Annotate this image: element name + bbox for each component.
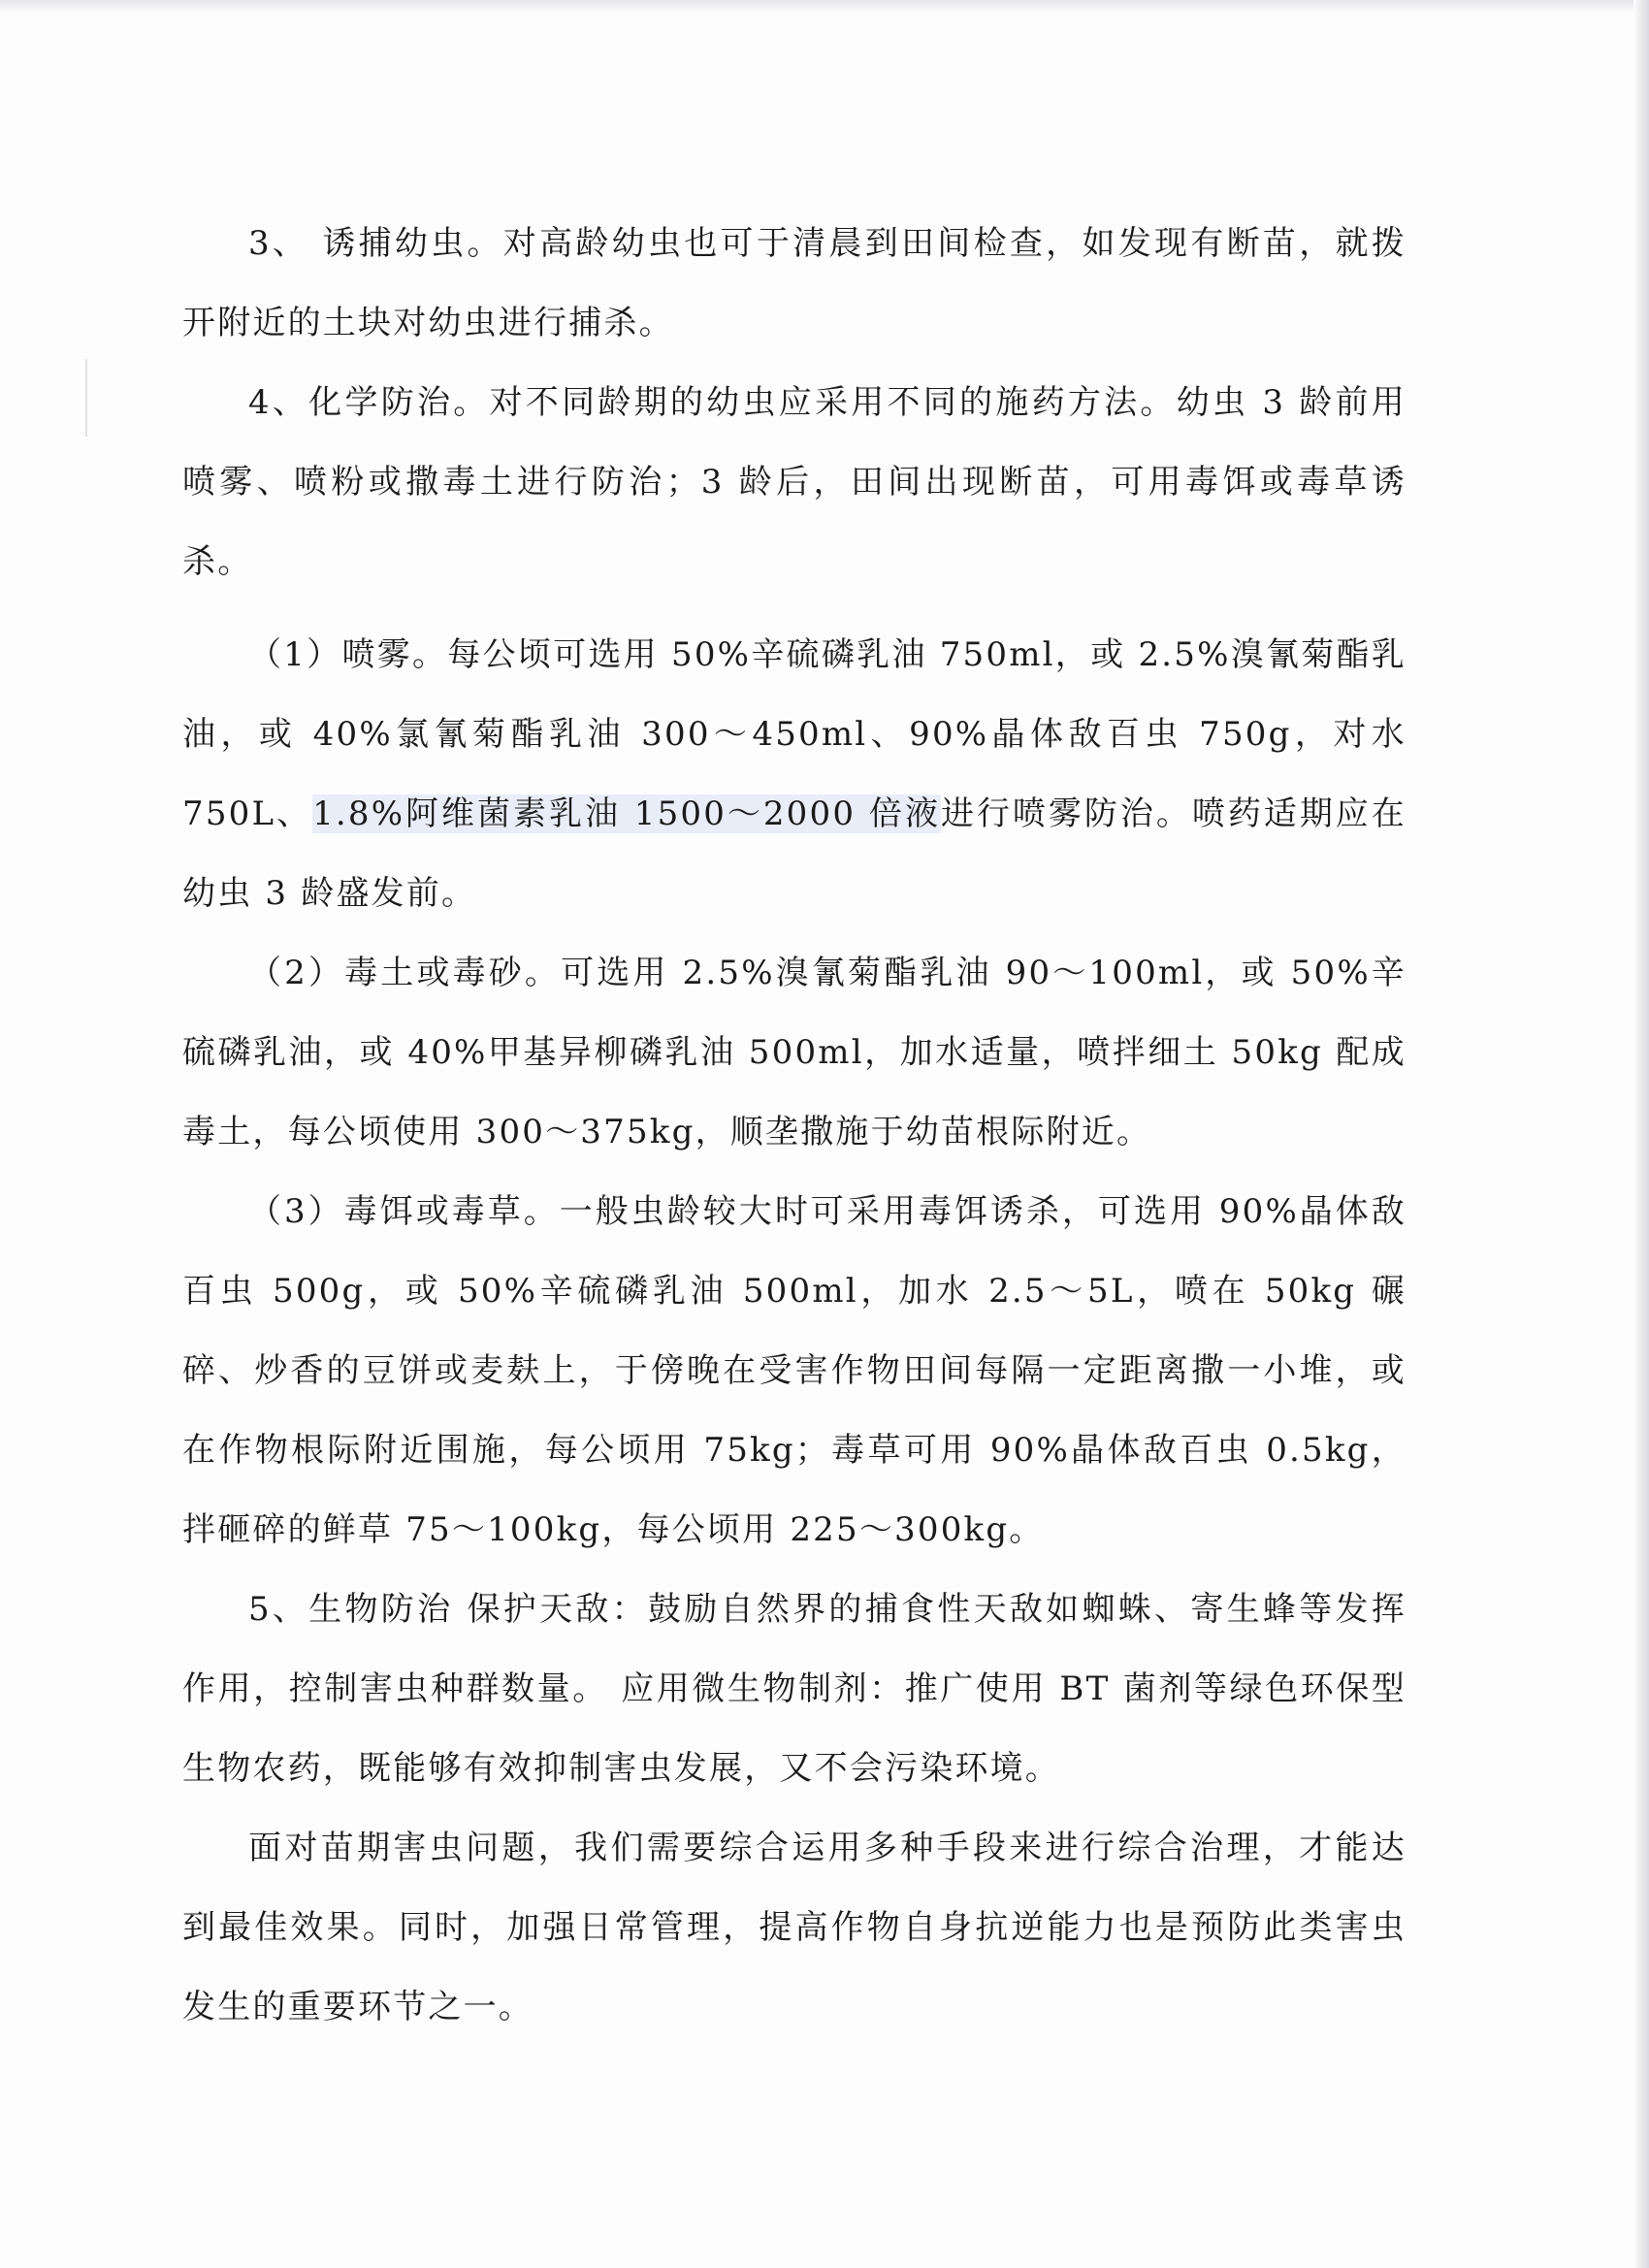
spray-text-part-1: （1）喷雾。每公顷可选用 50%辛硫磷乳油 750ml，或 2.5%溴氰菊酯乳油，或 40%氯氰菊酯乳油 300～450ml、90%晶体敌百虫 750g，对水 750L、 <box>182 635 1406 833</box>
paragraph-poison-bait: （3）毒饵或毒草。一般虫龄较大时可采用毒饵诱杀，可选用 90%晶体敌百虫 500g，或 50%辛硫磷乳油 500ml，加水 2.5～5L，喷在 50kg 碾碎、炒香的豆饼或麦麸上，于傍晚在受害作物田间每隔一定距离撒一小堆，或在作物根际附近围施，每公顷用 75kg；毒草可用 90%晶体敌百虫 0.5kg，拌砸碎的鲜草 75～100kg，每公顷用 225～300kg。 <box>182 1192 1406 1549</box>
document-body <box>182 204 1406 2047</box>
paragraph-gap <box>182 601 1406 615</box>
highlighted-text: 1.8%阿维菌素乳油 1500～2000 倍液 <box>312 794 941 833</box>
paragraph-spray <box>182 615 1406 933</box>
binding-mark <box>85 359 105 437</box>
paragraph-chemical-control: 4、化学防治。对不同龄期的幼虫应采用不同的施药方法。幼虫 3 龄前用喷雾、喷粉或撒毒土进行防治；3 龄后，田间出现断苗，可用毒饵或毒草诱杀。 <box>182 383 1406 581</box>
scan-edge-top <box>0 0 1649 14</box>
paragraph-poison-soil: （2）毒土或毒砂。可选用 2.5%溴氰菊酯乳油 90～100ml，或 50%辛硫磷乳油，或 40%甲基异柳磷乳油 500ml，加水适量，喷拌细土 50kg 配成毒土，每公顷使用 300～375kg，顺垄撒施于幼苗根际附近。 <box>182 954 1406 1151</box>
spray-text-part-2: 进行喷雾防治。喷药适期应在幼虫 3 龄盛发前。 <box>182 794 1406 913</box>
paragraph-biological-control: 5、生物防治 保护天敌：鼓励自然界的捕食性天敌如蜘蛛、寄生蜂等发挥作用，控制害虫种群数量。 应用微生物制剂：推广使用 BT 菌剂等绿色环保型生物农药，既能够有效抑制害虫发展，又不会污染环境。 <box>182 1590 1406 1788</box>
paragraph-lure-capture: 3、 诱捕幼虫。对高龄幼虫也可于清晨到田间检查，如发现有断苗，就拨开附近的土块对幼虫进行捕杀。 <box>182 224 1406 342</box>
paragraph-conclusion: 面对苗期害虫问题，我们需要综合运用多种手段来进行综合治理，才能达到最佳效果。同时，加强日常管理，提高作物自身抗逆能力也是预防此类害虫发生的重要环节之一。 <box>182 1829 1406 2026</box>
scan-edge-right <box>1633 0 1649 2268</box>
